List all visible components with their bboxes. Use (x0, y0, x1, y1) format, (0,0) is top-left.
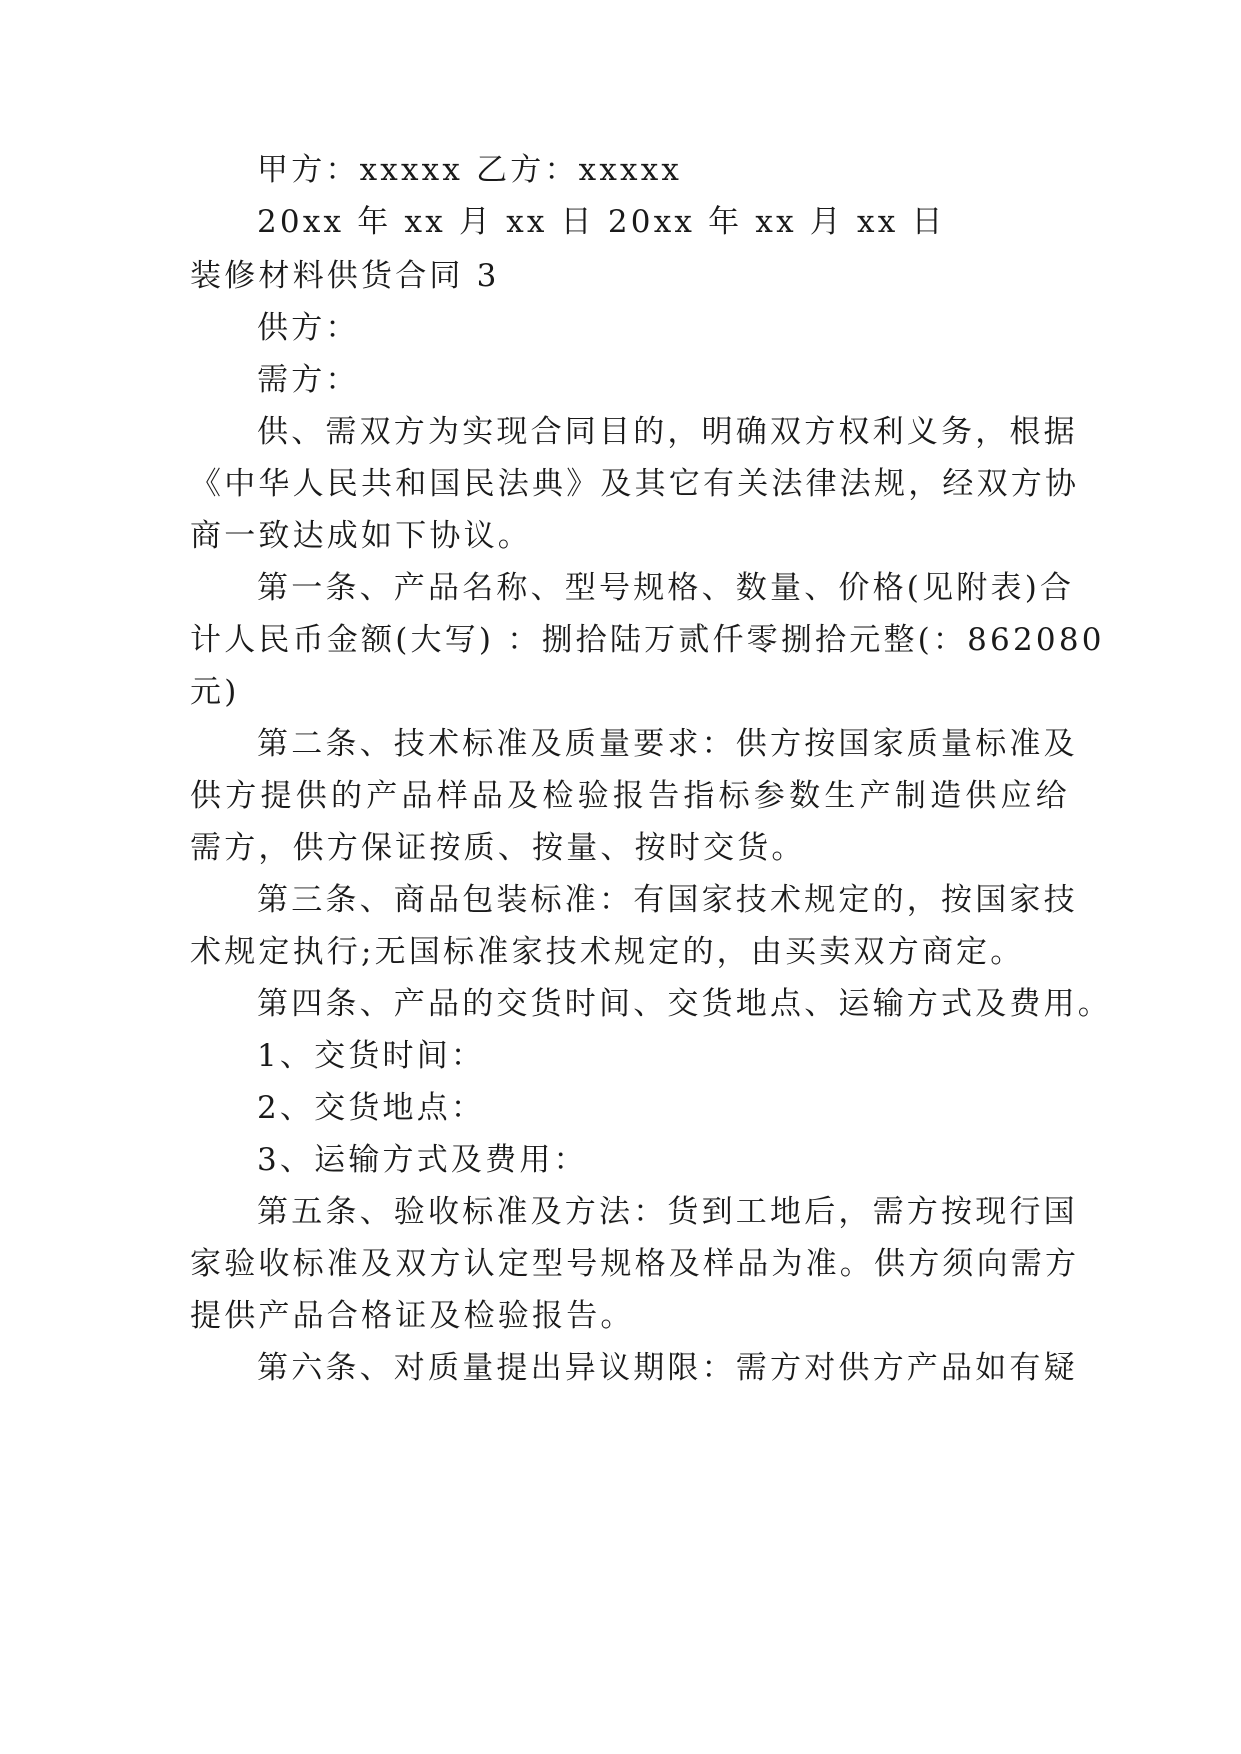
article-1-line: 元) (190, 674, 240, 710)
supplier-label: 供方： (257, 310, 360, 346)
article-4-item: 2、交货地点： (257, 1090, 486, 1126)
article-4-heading: 第四条、产品的交货时间、交货地点、运输方式及费用。 (257, 986, 1112, 1022)
intro-line: 《中华人民共和国民法典》及其它有关法律法规，经双方协 (190, 466, 1080, 502)
signature-dates: 20xx 年 xx 月 xx 日 20xx 年 xx 月 xx 日 (257, 204, 946, 240)
article-2-line: 第二条、技术标准及质量要求：供方按国家质量标准及 (257, 726, 1078, 762)
buyer-label: 需方： (257, 362, 360, 398)
article-1-line: 计人民币金额(大写) ：捌拾陆万贰仟零捌拾元整(：862080 (190, 622, 1105, 658)
article-2-line: 需方，供方保证按质、按量、按时交货。 (190, 830, 806, 866)
article-5-line: 家验收标准及双方认定型号规格及样品为准。供方须向需方 (190, 1246, 1080, 1282)
article-2-line: 供方提供的产品样品及检验报告指标参数生产制造供应给 (190, 778, 1070, 814)
signature-parties: 甲方：xxxxx 乙方：xxxxx (257, 152, 683, 188)
article-6-line: 第六条、对质量提出异议期限：需方对供方产品如有疑 (257, 1350, 1078, 1386)
intro-line: 商一致达成如下协议。 (190, 518, 532, 554)
article-3-line: 术规定执行;无国标准家技术规定的，由买卖双方商定。 (190, 934, 1025, 970)
intro-line: 供、需双方为实现合同目的，明确双方权利义务，根据 (257, 414, 1078, 450)
contract-title: 装修材料供货合同 3 (190, 258, 500, 294)
article-1-line: 第一条、产品名称、型号规格、数量、价格(见附表)合 (257, 570, 1075, 606)
article-5-line: 提供产品合格证及检验报告。 (190, 1298, 635, 1334)
article-4-item: 1、交货时间： (257, 1038, 486, 1074)
article-3-line: 第三条、商品包装标准：有国家技术规定的，按国家技 (257, 882, 1078, 918)
article-5-line: 第五条、验收标准及方法：货到工地后，需方按现行国 (257, 1194, 1078, 1230)
article-4-item: 3、运输方式及费用： (257, 1142, 588, 1178)
